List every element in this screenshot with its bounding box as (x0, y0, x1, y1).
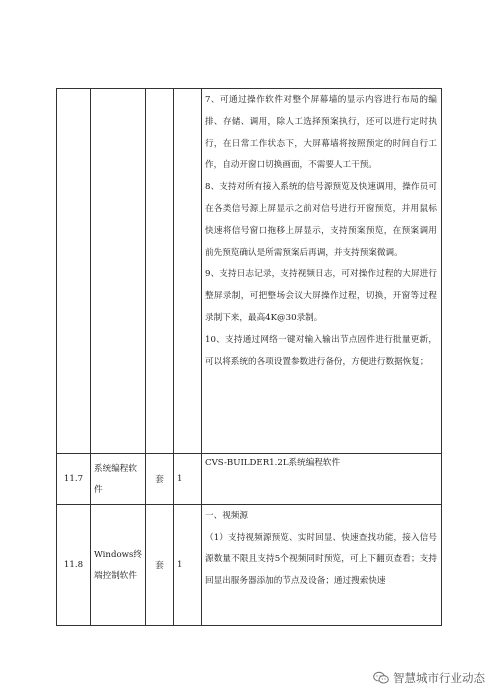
item-number: 11.7 (57, 454, 91, 505)
watermark (373, 670, 485, 686)
item-unit (146, 89, 174, 454)
desc-paragraph: 一、视频源 (205, 511, 248, 521)
table-row (57, 454, 442, 505)
wechat-icon (373, 671, 389, 685)
item-description (202, 454, 442, 505)
item-unit: 套 (146, 454, 174, 505)
desc-paragraph: （1）支持视频源预览、实时回显、快速查找功能，接入信号源数量不限且支持5个视频同时预览，可上下翻页查看；支持回显出服务器添加的节点及设备；通过搜索快速 (205, 532, 437, 586)
spec-table (56, 88, 442, 626)
item-number: 11.8 (57, 505, 91, 626)
item-qty: 1 (174, 454, 202, 505)
item-unit: 套 (146, 505, 174, 626)
desc-paragraph: 9、支持日志记录，支持视频日志，可对操作过程的大屏进行整屏录制，可把整场会议大屏操作过程，切换，开窗等过程录制下来，最高4K@30录制。 (205, 269, 437, 323)
item-qty: 1 (174, 505, 202, 626)
item-description (202, 89, 442, 454)
desc-paragraph: 7、可通过操作软件对整个屏幕墙的显示内容进行布局的编排、存储、调用，除人工选择预案执行，还可以进行定时执行，在日常工作状态下，大屏幕墙将按照预定的时间自行工作，自动开窗口切换画面，不需要人工干预。 (205, 95, 437, 171)
desc-paragraph: 10、支持通过网络一键对输入输出节点固件进行批量更新，可以将系统的各项设置参数进行备份，方便进行数据恢复； (205, 334, 437, 367)
desc-paragraph: 8、支持对所有接入系统的信号源预览及快速调用，操作员可在各类信号源上屏显示之前对信号进行开窗预览，并用鼠标快速将信号窗口拖移上屏显示，支持预案预览，在预案调用前先预览确认是所需预案后再调，并支持预案微调。 (205, 182, 437, 258)
item-name: 系统编程软件 (91, 454, 146, 505)
table-row (57, 89, 442, 454)
watermark-text: 智慧城市行业动态 (393, 671, 485, 685)
item-number (57, 89, 91, 454)
table-row (57, 505, 442, 626)
item-name: Windows终端控制软件 (91, 505, 146, 626)
item-name (91, 89, 146, 454)
desc-paragraph: CVS-BUILDER1.2L系统编程软件 (205, 458, 341, 468)
item-qty (174, 89, 202, 454)
item-description (202, 505, 442, 626)
